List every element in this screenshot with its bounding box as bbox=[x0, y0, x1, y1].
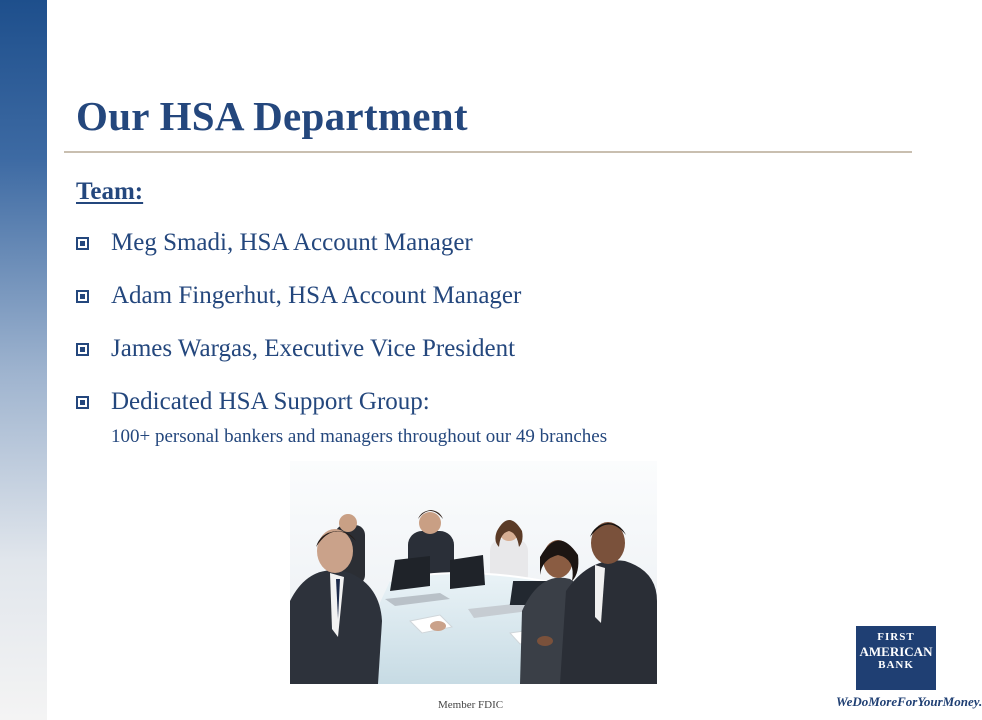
square-bullet-icon bbox=[76, 396, 89, 409]
left-gradient-bar bbox=[0, 0, 47, 720]
team-heading: Team: bbox=[76, 178, 144, 205]
square-bullet-icon bbox=[76, 237, 89, 250]
list-item-text: Dedicated HSA Support Group: bbox=[111, 388, 430, 415]
list-item-text: Adam Fingerhut, HSA Account Manager bbox=[111, 282, 522, 309]
title-divider bbox=[64, 151, 912, 153]
list-item-text: Meg Smadi, HSA Account Manager bbox=[111, 229, 473, 256]
logo-line-bank: BANK bbox=[878, 659, 914, 671]
slide-title: Our HSA Department bbox=[76, 93, 468, 139]
square-bullet-icon bbox=[76, 290, 89, 303]
list-item bbox=[76, 330, 521, 383]
support-group-detail: 100+ personal bankers and managers throughout our 49 branches bbox=[111, 426, 608, 447]
member-fdic-footer: Member FDIC bbox=[438, 699, 504, 711]
bank-logo bbox=[856, 626, 936, 690]
list-item bbox=[76, 277, 521, 330]
team-meeting-photo bbox=[290, 461, 657, 684]
logo-line-first: FIRST bbox=[877, 631, 915, 643]
team-list bbox=[76, 224, 521, 436]
list-item bbox=[76, 224, 521, 277]
logo-tagline: WeDoMoreForYourMoney. bbox=[836, 694, 982, 709]
square-bullet-icon bbox=[76, 343, 89, 356]
list-item-text: James Wargas, Executive Vice President bbox=[111, 335, 516, 362]
logo-line-american: AMERICAN bbox=[859, 644, 933, 659]
